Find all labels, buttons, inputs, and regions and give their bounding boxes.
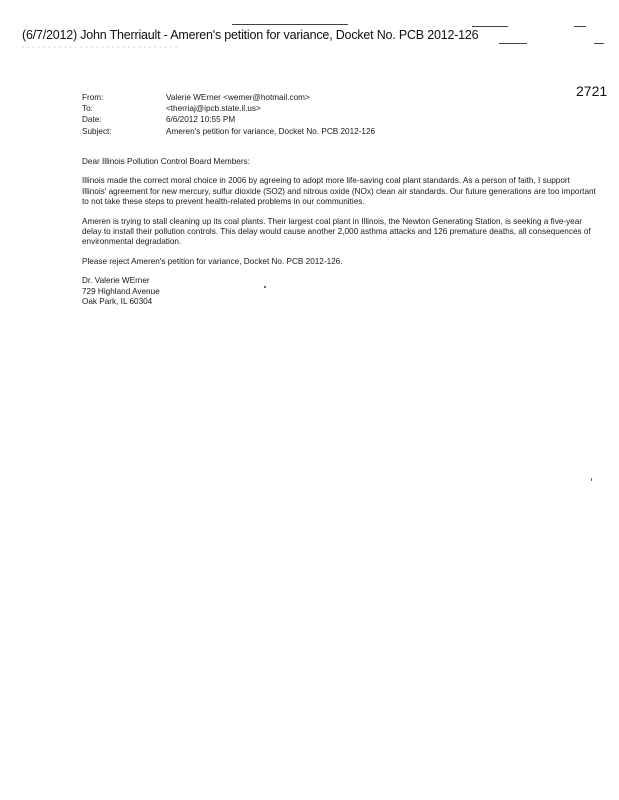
to-label: To: <box>82 104 93 114</box>
header-rule <box>232 24 348 25</box>
paragraph: Please reject Ameren's petition for variance, Docket No. PCB 2012-126. <box>82 256 343 266</box>
page-header: (6/7/2012) John Therriault - Ameren's petition for variance, Docket No. PCB 2012-126 <box>22 28 479 42</box>
date-label: Date: <box>82 115 102 125</box>
from-row <box>82 92 375 103</box>
scan-speck <box>591 478 592 481</box>
salutation: Dear Illinois Pollution Control Board Members: <box>82 157 250 166</box>
header-rule <box>574 26 586 27</box>
from-label: From: <box>82 93 104 102</box>
to-row <box>82 103 375 114</box>
signature-block <box>82 276 596 307</box>
signature-name: Dr. Valerie WErner <box>82 276 150 286</box>
signature-street: 729 Highland Avenue <box>82 286 160 296</box>
subject-label: Subject: <box>82 126 112 136</box>
page-number: 2721 <box>576 83 608 99</box>
paragraph: Illinois made the correct moral choice in 2006 by agreeing to adopt more life-saving coal plant standards. As a person of faith, I support Illinois' agreement for new mercury, sulfur dioxide (SO2) and nitrous oxide (NOx) clean air standards. Our future generations are too important to not take these steps to prevent health-related problems in our communities. <box>82 176 596 207</box>
date-value: 6/6/2012 10:55 PM <box>166 115 236 125</box>
header-rule <box>472 26 508 27</box>
from-value: Valerie WErner <wemer@hotmail.com> <box>166 93 310 102</box>
header-rule <box>499 43 527 44</box>
date-row <box>82 114 375 125</box>
subject-row <box>82 126 375 137</box>
subject-value: Ameren's petition for variance, Docket No. PCB 2012-126 <box>166 126 376 136</box>
paragraph: Ameren is trying to stall cleaning up its coal plants. Their largest coal plant in Illinois, the Newton Generating Station, is seeking a five-year delay to install their pollution controls. This delay would cause another 2,000 asthma attacks and 126 premature deaths, all consequences of environmental degradation. <box>82 216 591 247</box>
email-body <box>82 157 596 307</box>
header-scan-noise: · · · · · · · · · · · · · · · · · · · · · · · · · · · · · · <box>22 44 178 51</box>
header-rule <box>594 43 604 44</box>
email-header <box>82 92 375 137</box>
scan-speck <box>264 286 266 288</box>
signature-city: Oak Park, IL 60304 <box>82 297 153 307</box>
to-value: <therriaj@ipcb.state.il.us> <box>166 104 261 114</box>
